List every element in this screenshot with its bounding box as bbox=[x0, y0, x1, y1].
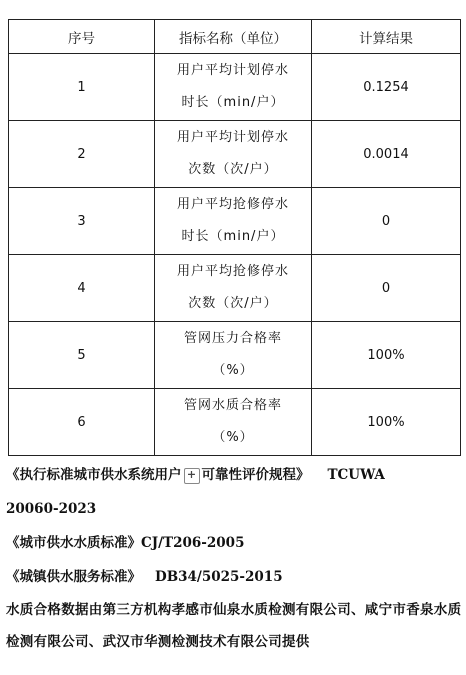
indicator-name-line1: 用户平均计划停水 bbox=[176, 130, 289, 145]
standard-reference-3 bbox=[6, 560, 462, 594]
data-source-paragraph: 水质合格数据由第三方机构孝感市仙泉水质检测有限公司、咸宁市香泉水质检测有限公司、武汉市华测检测技术有限公司提供 bbox=[6, 602, 462, 650]
indicator-name-line1: 用户平均抢修停水 bbox=[176, 264, 289, 279]
indicator-name-line1: 管网压力合格率 bbox=[183, 331, 282, 346]
indicator-name bbox=[155, 389, 312, 456]
indicator-value: 0.0014 bbox=[312, 121, 461, 188]
indicator-value: 0 bbox=[312, 188, 461, 255]
indicator-value: 0.1254 bbox=[312, 54, 461, 121]
header-indicator-name: 指标名称（单位） bbox=[155, 20, 312, 54]
indicator-name bbox=[155, 121, 312, 188]
header-serial-number: 序号 bbox=[9, 20, 155, 54]
indicator-value: 100% bbox=[312, 389, 461, 456]
table-row bbox=[9, 322, 461, 389]
standard-title: 《城镇供水服务标准》 bbox=[6, 569, 141, 585]
standard-title-part1: 《执行标准城市供水系统用户 bbox=[6, 467, 182, 483]
indicator-name bbox=[155, 322, 312, 389]
standard-code-continued: 20060-2023 bbox=[6, 501, 97, 517]
table-row bbox=[9, 389, 461, 456]
row-number: 4 bbox=[9, 255, 155, 322]
table-row bbox=[9, 255, 461, 322]
indicator-name-line1: 用户平均计划停水 bbox=[176, 63, 289, 78]
indicator-name-line1: 用户平均抢修停水 bbox=[176, 197, 289, 212]
indicator-name-line2: 次数（次/户） bbox=[188, 162, 278, 177]
indicator-name-line2: 次数（次/户） bbox=[188, 296, 278, 311]
row-number: 1 bbox=[9, 54, 155, 121]
indicator-name-line2: 时长（min/户） bbox=[181, 95, 285, 110]
row-number: 2 bbox=[9, 121, 155, 188]
plus-icon[interactable]: + bbox=[184, 468, 200, 484]
table-header-row bbox=[9, 20, 461, 54]
indicator-name bbox=[155, 54, 312, 121]
standards-notes bbox=[6, 458, 462, 658]
table-row bbox=[9, 121, 461, 188]
row-number: 5 bbox=[9, 322, 155, 389]
indicator-name-line2: （%） bbox=[212, 430, 254, 445]
metrics-table bbox=[8, 19, 461, 456]
indicator-name bbox=[155, 188, 312, 255]
indicator-value: 100% bbox=[312, 322, 461, 389]
indicator-name-line2: （%） bbox=[212, 363, 254, 378]
indicator-value: 0 bbox=[312, 255, 461, 322]
row-number: 6 bbox=[9, 389, 155, 456]
standard-code: DB34/5025-2015 bbox=[155, 569, 283, 585]
row-number: 3 bbox=[9, 188, 155, 255]
header-result: 计算结果 bbox=[312, 20, 461, 54]
table-row bbox=[9, 54, 461, 121]
indicator-name bbox=[155, 255, 312, 322]
standard-reference-1 bbox=[6, 458, 462, 492]
standard-title-part2: 可靠性评价规程》 bbox=[201, 467, 310, 483]
table-row bbox=[9, 188, 461, 255]
standard-reference-2: 《城市供水水质标准》CJ/T206-2005 bbox=[6, 535, 245, 551]
indicator-name-line1: 管网水质合格率 bbox=[183, 398, 282, 413]
standard-code: TCUWA bbox=[327, 467, 385, 483]
indicator-name-line2: 时长（min/户） bbox=[181, 229, 285, 244]
